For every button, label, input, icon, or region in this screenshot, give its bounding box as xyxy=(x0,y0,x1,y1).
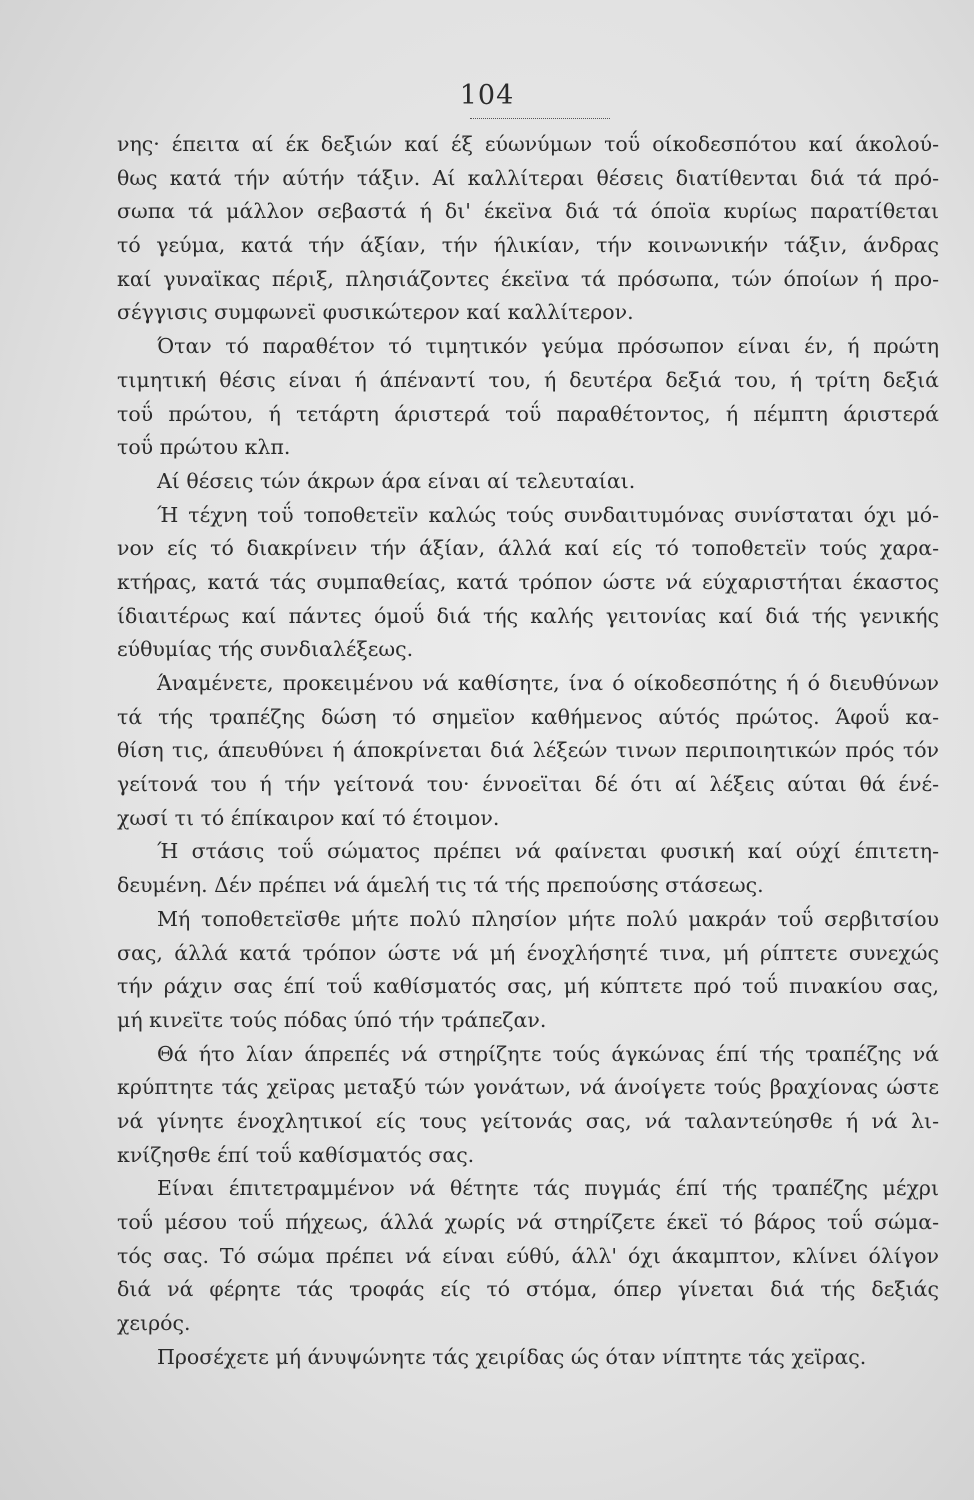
text-line: Ή στάσις τοΰ σώματος πρέπει νά φαίνεται φυσική καί ούχί έπιτετη- xyxy=(157,839,939,864)
text-line: τός σας. Τό σώμα πρέπει νά είναι εύθύ, άλλ' όχι άκαμπτον, κλίνει όλίγον xyxy=(117,1243,939,1268)
text-line: διά νά φέρητε τάς τροφάς είς τό στόμα, όπερ γίνεται διά τής δεξιάς xyxy=(117,1277,939,1302)
page-number: 104 xyxy=(459,80,515,111)
text-line: κρύπτητε τάς χεϊρας μεταξύ τών γονάτων, νά άνοίγετε τούς βραχίονας ώστε xyxy=(117,1075,939,1100)
text-line: Όταν τό παραθέτον τό τιμητικόν γεύμα πρόσωπον είναι έν, ή πρώτη xyxy=(157,334,939,359)
header-rule xyxy=(470,118,610,119)
text-line: νον είς τό διακρίνειν τήν άξίαν, άλλά καί είς τό τοποθετεϊν τούς χαρα- xyxy=(117,536,939,561)
text-line: τοΰ πρώτου, ή τετάρτη άριστερά τοΰ παραθέτοντος, ή πέμπτη άριστερά xyxy=(117,401,939,426)
text-line: Αί θέσεις τών άκρων άρα είναι αί τελευταίαι. xyxy=(157,468,636,493)
text-line: ίδιαιτέρως καί πάντες όμοΰ διά τής καλής γειτονίας καί διά τής γενικής xyxy=(117,603,939,628)
text-line: σας, άλλά κατά τρόπον ώστε νά μή ένοχλήσητέ τινα, μή ρίπτετε συνεχώς xyxy=(117,940,939,965)
text-line: κτήρας, κατά τάς συμπαθείας, κατά τρόπον ώστε νά εύχαριστήται έκαστος xyxy=(117,569,939,594)
text-line: τήν ράχιν σας έπί τοΰ καθίσματός σας, μή κύπτετε πρό τοΰ πινακίου σας, xyxy=(117,974,939,999)
text-line: θως κατά τήν αύτήν τάξιν. Αί καλλίτεραι θέσεις διατίθενται διά τά πρό- xyxy=(117,165,939,190)
text-line: χωσί τι τό έπίκαιρον καί τό έτοιμον. xyxy=(117,805,500,830)
text-line: σέγγισις συμφωνεϊ φυσικώτερον καί καλλίτερον. xyxy=(117,300,634,325)
text-line: γείτονά του ή τήν γείτονά του· έννοεϊται δέ ότι αί λέξεις αύται θά ένέ- xyxy=(117,772,939,797)
text-line: τοΰ πρώτου κλπ. xyxy=(117,435,291,460)
text-line: τό γεύμα, κατά τήν άξίαν, τήν ήλικίαν, τήν κοινωνικήν τάξιν, άνδρας xyxy=(117,233,939,258)
text-line: Άναμένετε, προκειμένου νά καθίσητε, ίνα ό οίκοδεσπότης ή ό διευθύνων xyxy=(157,671,939,695)
text-line: μή κινεϊτε τούς πόδας ύπό τήν τράπεζαν. xyxy=(117,1007,547,1032)
text-line: χειρός. xyxy=(117,1311,191,1336)
text-line: καί γυναϊκας πέριξ, πλησιάζοντες έκεϊνα τά πρόσωπα, τών όποίων ή προ- xyxy=(117,266,939,291)
text-line: θίση τις, άπευθύνει ή άποκρίνεται διά λέξεών τινων περιποιητικών πρός τόν xyxy=(117,738,939,763)
text-line: δευμένη. Δέν πρέπει νά άμελή τις τά τής πρεπούσης στάσεως. xyxy=(117,873,764,898)
text-line: τά τής τραπέζης δώση τό σημεϊον καθήμενος αύτός πρώτος. Άφοΰ κα- xyxy=(117,704,939,729)
text-line: σωπα τά μάλλον σεβαστά ή δι' έκεϊνα διά τά όποϊα κυρίως παρατίθεται xyxy=(117,199,939,224)
text-line: Θά ήτο λίαν άπρεπές νά στηρίζητε τούς άγκώνας έπί τής τραπέζης νά xyxy=(157,1041,939,1066)
text-line: νά γίνητε ένοχλητικοί είς τους γείτονάς σας, νά ταλαντεύησθε ή νά λι- xyxy=(117,1108,939,1133)
text-line: εύθυμίας τής συνδιαλέξεως. xyxy=(117,637,414,662)
text-line: Μή τοποθετεϊσθε μήτε πολύ πλησίον μήτε πολύ μακράν τοΰ σερβιτσίου xyxy=(157,906,939,931)
text-line: Ή τέχνη τοΰ τοποθετεϊν καλώς τούς συνδαιτυμόνας συνίσταται όχι μό- xyxy=(157,502,939,527)
text-line: τοΰ μέσου τοΰ πήχεως, άλλά χωρίς νά στηρίζετε έκεϊ τό βάρος τοΰ σώμα- xyxy=(117,1210,939,1234)
text-line: νης· έπειτα αί έκ δεξιών καί έξ εύωνύμων τοΰ οίκοδεσπότου καί άκολού- xyxy=(117,132,939,156)
text-line: Είναι έπιτετραμμένον νά θέτητε τάς πυγμάς έπί τής τραπέζης μέχρι xyxy=(157,1176,939,1201)
text-line: τιμητική θέσις είναι ή άπέναντί του, ή δευτέρα δεξιά του, ή τρίτη δεξιά xyxy=(117,367,939,392)
body-text xyxy=(117,128,939,1374)
text-line: Προσέχετε μή άνυψώνητε τάς χειρίδας ώς όταν νίπτητε τάς χεϊρας. xyxy=(157,1344,867,1369)
text-line: κνίζησθε έπί τοΰ καθίσματός σας. xyxy=(117,1142,475,1167)
